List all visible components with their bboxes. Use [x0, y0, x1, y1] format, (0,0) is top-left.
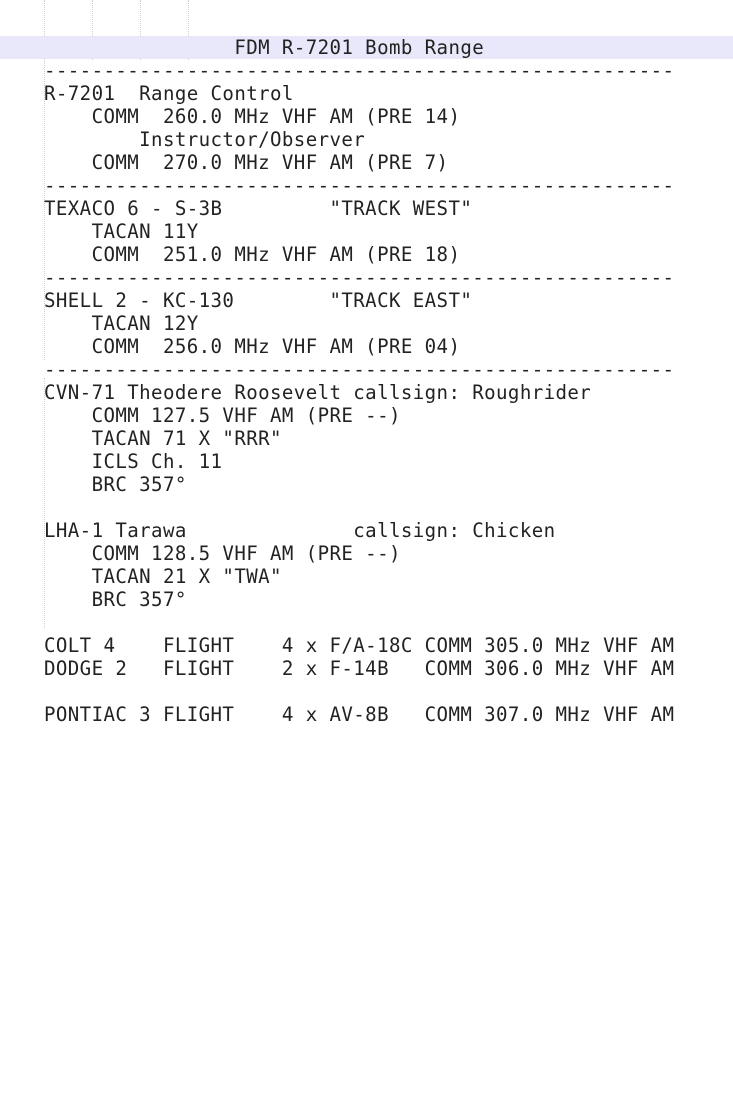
- text-line-cvn71: CVN-71 Theodere Roosevelt callsign: Roughrider: [44, 381, 592, 404]
- text-line-range-comm-1: COMM 260.0 MHz VHF AM (PRE 14): [44, 105, 461, 128]
- text-line-instructor: Instructor/Observer: [44, 128, 366, 151]
- text-line-cvn71-icls: ICLS Ch. 11: [44, 450, 223, 473]
- separator-line: -----------------------------------------------------: [44, 266, 675, 289]
- text-line-texaco-comm: COMM 251.0 MHz VHF AM (PRE 18): [44, 243, 461, 266]
- text-line-lha1-tacan: TACAN 21 X "TWA": [44, 565, 282, 588]
- separator-line: -----------------------------------------------------: [44, 174, 675, 197]
- text-line-cvn71-tacan: TACAN 71 X "RRR": [44, 427, 282, 450]
- text-line-cvn71-brc: BRC 357°: [44, 473, 187, 496]
- current-line-title: FDM R-7201 Bomb Range: [0, 36, 733, 59]
- separator-line: -----------------------------------------------------: [44, 358, 675, 381]
- text-line-shell-comm: COMM 256.0 MHz VHF AM (PRE 04): [44, 335, 461, 358]
- text-line-shell: SHELL 2 - KC-130 "TRACK EAST": [44, 289, 473, 312]
- text-line-range-comm-2: COMM 270.0 MHz VHF AM (PRE 7): [44, 151, 449, 174]
- text-line-texaco: TEXACO 6 - S-3B "TRACK WEST": [44, 197, 473, 220]
- text-line-cvn71-comm: COMM 127.5 VHF AM (PRE --): [44, 404, 401, 427]
- text-line-shell-tacan: TACAN 12Y: [44, 312, 199, 335]
- text-line-texaco-tacan: TACAN 11Y: [44, 220, 199, 243]
- separator-line: -----------------------------------------------------: [44, 59, 675, 82]
- text-line-lha1: LHA-1 Tarawa callsign: Chicken: [44, 519, 556, 542]
- text-line-dodge: DODGE 2 FLIGHT 2 x F-14B COMM 306.0 MHz VHF AM: [44, 657, 675, 680]
- text-line-range-control: R-7201 Range Control: [44, 82, 294, 105]
- text-line-pontiac: PONTIAC 3 FLIGHT 4 x AV-8B COMM 307.0 MHz VHF AM: [44, 703, 675, 726]
- text-line-lha1-comm: COMM 128.5 VHF AM (PRE --): [44, 542, 401, 565]
- text-line-lha1-brc: BRC 357°: [44, 588, 187, 611]
- text-line-colt: COLT 4 FLIGHT 4 x F/A-18C COMM 305.0 MHz VHF AM: [44, 634, 675, 657]
